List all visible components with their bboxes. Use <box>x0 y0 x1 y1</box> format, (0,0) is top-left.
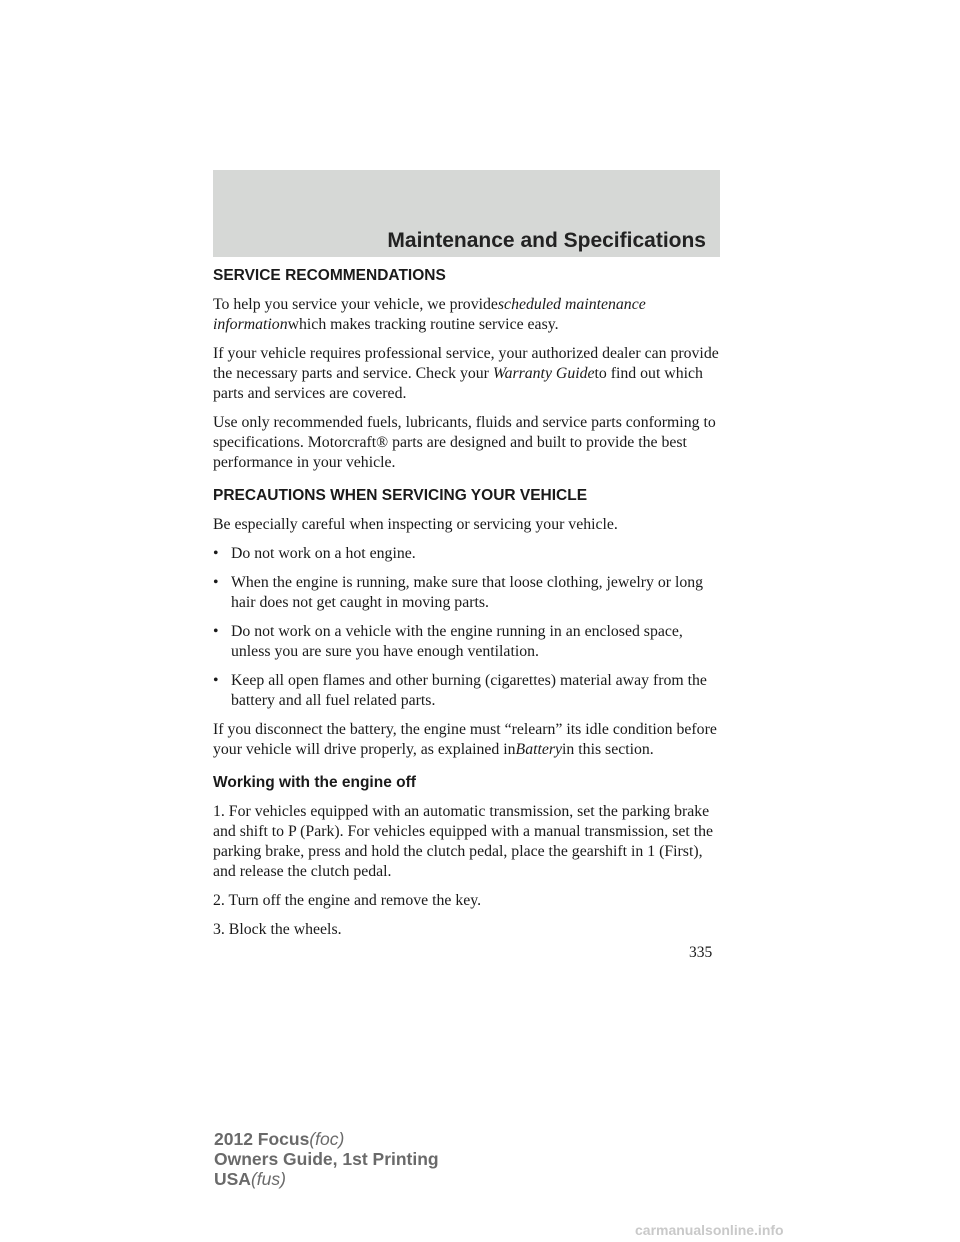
footer-line-region: USA(fus) <box>214 1169 286 1189</box>
heading-service-recommendations: SERVICE RECOMMENDATIONS <box>213 267 446 284</box>
bullet-icon: • <box>213 672 219 689</box>
bullet-icon: • <box>213 545 219 562</box>
footer-line-guide: Owners Guide, 1st Printing <box>214 1149 439 1169</box>
heading-precautions: PRECAUTIONS WHEN SERVICING YOUR VEHICLE <box>213 487 588 504</box>
paragraph-service-intro: To help you service your vehicle, we providescheduled maintenance informationwhich makes tracking routine service easy. <box>213 296 646 333</box>
list-item: • When the engine is running, make sure that loose clothing, jewelry or long hair does not get caught in moving parts. <box>213 574 704 611</box>
step-3: 3. Block the wheels. <box>213 921 342 938</box>
footer-line-model: 2012 Focus(foc) <box>214 1129 345 1149</box>
precautions-list <box>213 544 720 711</box>
list-item: • Do not work on a hot engine. <box>213 545 416 562</box>
section-header-band <box>213 170 720 257</box>
watermark-text: carmanualsonline.info <box>635 1222 784 1238</box>
paragraph-battery-relearn: If you disconnect the battery, the engine must “relearn” its idle condition before your vehicle will drive properly, as explained inBatteryin this section. <box>213 721 717 758</box>
page-content <box>213 266 720 949</box>
step-2: 2. Turn off the engine and remove the key. <box>213 892 482 909</box>
paragraph-recommended-parts: Use only recommended fuels, lubricants, fluids and service parts conforming to specifications. Motorcraft® parts are designed and built to provide the best performance in your vehicle. <box>213 414 716 471</box>
paragraph-precautions-intro: Be especially careful when inspecting or servicing your vehicle. <box>213 516 618 533</box>
list-item: • Keep all open flames and other burning (cigarettes) material away from the battery and all fuel related parts. <box>213 672 707 709</box>
paragraph-professional-service: If your vehicle requires professional service, your authorized dealer can provide the necessary parts and service. Check your Warranty Guideto find out which parts and services are covered. <box>213 345 719 402</box>
footer-imprint <box>214 1129 439 1189</box>
step-1: 1. For vehicles equipped with an automatic transmission, set the parking brake and shift to P (Park). For vehicles equipped with a manual transmission, set the parking brake, press and hold the clutch pedal, place the gearshift in 1 (First), and release the clutch pedal. <box>213 803 714 880</box>
section-title: Maintenance and Specifications <box>387 229 706 252</box>
list-item: • Do not work on a vehicle with the engine running in an enclosed space, unless you are sure you have enough ventilation. <box>213 623 683 660</box>
page-number: 335 <box>689 944 713 961</box>
bullet-icon: • <box>213 623 219 640</box>
heading-engine-off: Working with the engine off <box>213 774 416 791</box>
bullet-icon: • <box>213 574 219 591</box>
